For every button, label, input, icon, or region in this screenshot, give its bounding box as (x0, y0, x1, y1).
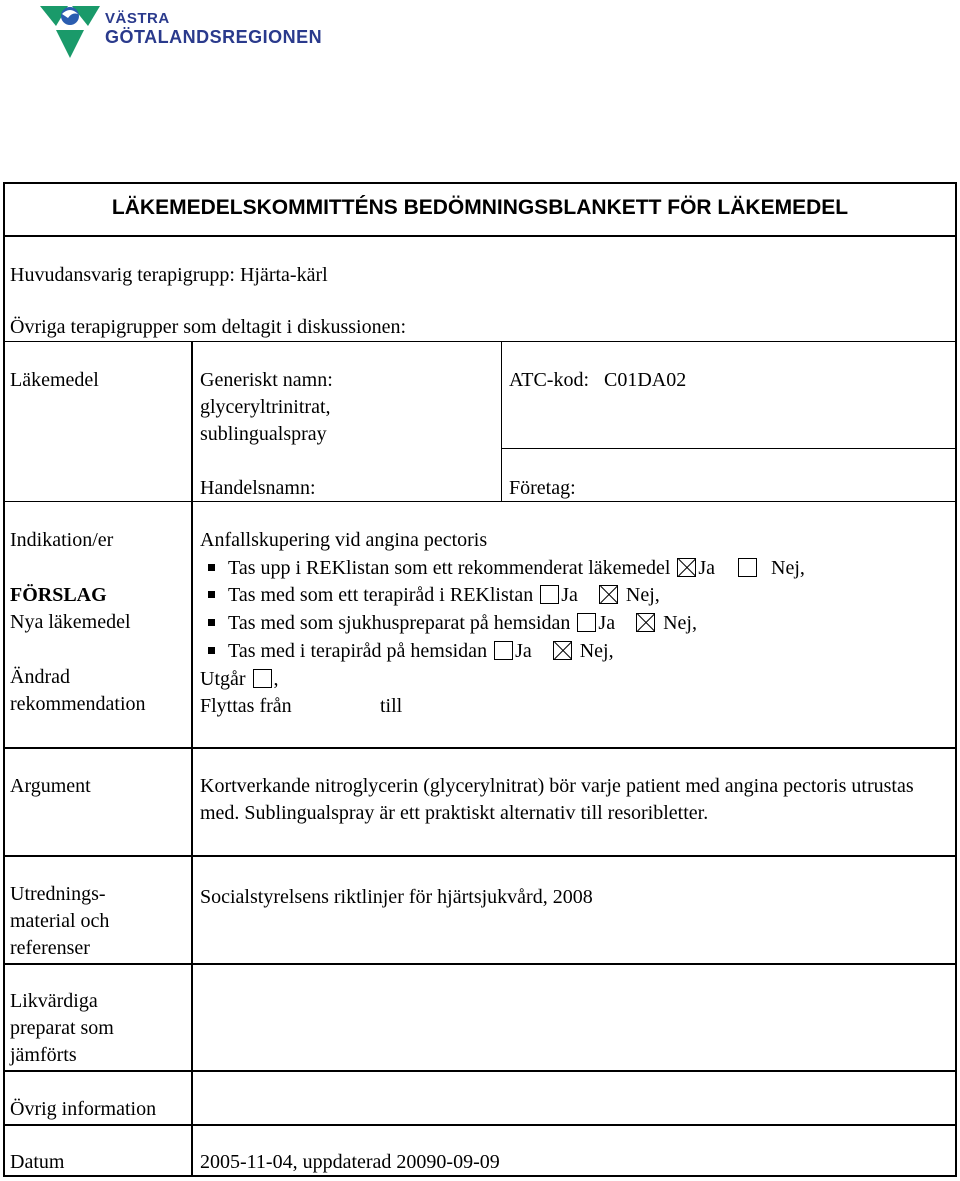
handelsnamn-label: Handelsnamn: (200, 477, 316, 499)
bullet-icon (208, 564, 215, 571)
flyttas-fran-label: Flyttas från (200, 695, 292, 717)
rekommendation-label: rekommendation (10, 693, 146, 715)
foretag-label: Företag: (509, 477, 576, 499)
divider (3, 963, 957, 965)
divider (3, 747, 957, 749)
andrad-label: Ändrad (10, 666, 70, 688)
generiskt-namn-value-2: sublingualspray (200, 423, 327, 445)
rek-item (208, 638, 614, 665)
rek-item-text: Tas med som ett terapiråd i REKlistan (228, 584, 534, 606)
argument-text: Kortverkande nitroglycerin (glycerylnitrat) bör varje patient med angina pectoris utrustas med. Sublingualspray är ett praktiskt alternativ till resoribletter. (200, 775, 914, 824)
generiskt-namn-label: Generiskt namn: (200, 369, 333, 391)
referenser-text: Socialstyrelsens riktlinjer för hjärtsjukvård, 2008 (200, 886, 593, 908)
nej-checkbox[interactable] (599, 585, 618, 604)
ja-checkbox[interactable] (677, 558, 696, 577)
ja-label: Ja (698, 557, 716, 579)
atc-kod: ATC-kod: C01DA02 (509, 369, 687, 391)
divider (3, 1070, 957, 1072)
rek-item-text: Tas med som sjukhuspreparat på hemsidan (228, 612, 571, 634)
ja-checkbox[interactable] (540, 585, 559, 604)
vastra-gotalandsregionen-logo (38, 2, 338, 62)
nej-label: Nej, (625, 584, 660, 606)
nya-lakemedel-label: Nya läkemedel (10, 611, 131, 633)
divider (3, 235, 957, 237)
ja-label: Ja (598, 612, 616, 634)
nej-label: Nej, (663, 612, 697, 634)
logo-line1: VÄSTRA (105, 10, 170, 27)
logo-line2: GÖTALANDSREGIONEN (105, 27, 323, 47)
divider (3, 1124, 957, 1126)
nej-checkbox[interactable] (636, 613, 655, 632)
preparat-som-label: preparat som (10, 1017, 114, 1039)
indikation-label: Indikation/er (10, 529, 114, 551)
rek-item-text: Tas upp i REKlistan som ett rekommenderat läkemedel (228, 557, 671, 579)
rek-item (208, 582, 660, 609)
region-emblem-icon (38, 2, 102, 60)
likvardiga-label: Likvärdiga (10, 990, 98, 1012)
ja-checkbox[interactable] (494, 641, 513, 660)
nej-checkbox[interactable] (553, 641, 572, 660)
generiskt-namn-value: glyceryltrinitrat, (200, 396, 331, 418)
huvudansvarig-terapigrupp: Huvudansvarig terapigrupp: Hjärta-kärl (10, 264, 328, 286)
ovriga-terapigrupper: Övriga terapigrupper som deltagit i diskussionen: (10, 316, 407, 338)
jamforts-label: jämförts (10, 1044, 77, 1066)
bullet-icon (208, 619, 215, 626)
utgar-checkbox[interactable] (253, 669, 272, 688)
rek-item (208, 555, 805, 582)
datum-label: Datum (10, 1151, 65, 1173)
divider (3, 341, 957, 342)
lakemedel-label: Läkemedel (10, 369, 99, 391)
nej-checkbox[interactable] (738, 558, 757, 577)
datum-value: 2005-11-04, uppdaterad 20090-09-09 (200, 1151, 500, 1173)
divider (501, 341, 502, 501)
divider (191, 341, 193, 1177)
divider (501, 448, 957, 449)
utgar-row (200, 666, 279, 693)
ovrig-information-label: Övrig information (10, 1098, 157, 1120)
utrednings-label: Utrednings- (10, 883, 106, 905)
till-label: till (380, 695, 403, 717)
nej-label: Nej, (579, 640, 614, 662)
rek-item (208, 610, 697, 637)
ja-checkbox[interactable] (577, 613, 596, 632)
utgar-suffix: , (273, 668, 279, 690)
ja-label: Ja (561, 584, 578, 606)
divider (3, 855, 957, 857)
bullet-icon (208, 591, 215, 598)
rek-item-text: Tas med i terapiråd på hemsidan (228, 640, 488, 662)
nej-label: Nej, (771, 557, 805, 579)
ja-label: Ja (515, 640, 532, 662)
indikation-text: Anfallskupering vid angina pectoris (200, 529, 488, 551)
divider (3, 501, 957, 502)
bullet-icon (208, 647, 215, 654)
form-title: LÄKEMEDELSKOMMITTÉNS BEDÖMNINGSBLANKETT FÖR LÄKEMEDEL (111, 196, 849, 219)
utgar-label: Utgår (200, 668, 246, 690)
argument-label: Argument (10, 775, 91, 797)
forslag-label: FÖRSLAG (10, 584, 107, 606)
material-och-label: material och (10, 910, 110, 932)
referenser-label: referenser (10, 937, 90, 959)
